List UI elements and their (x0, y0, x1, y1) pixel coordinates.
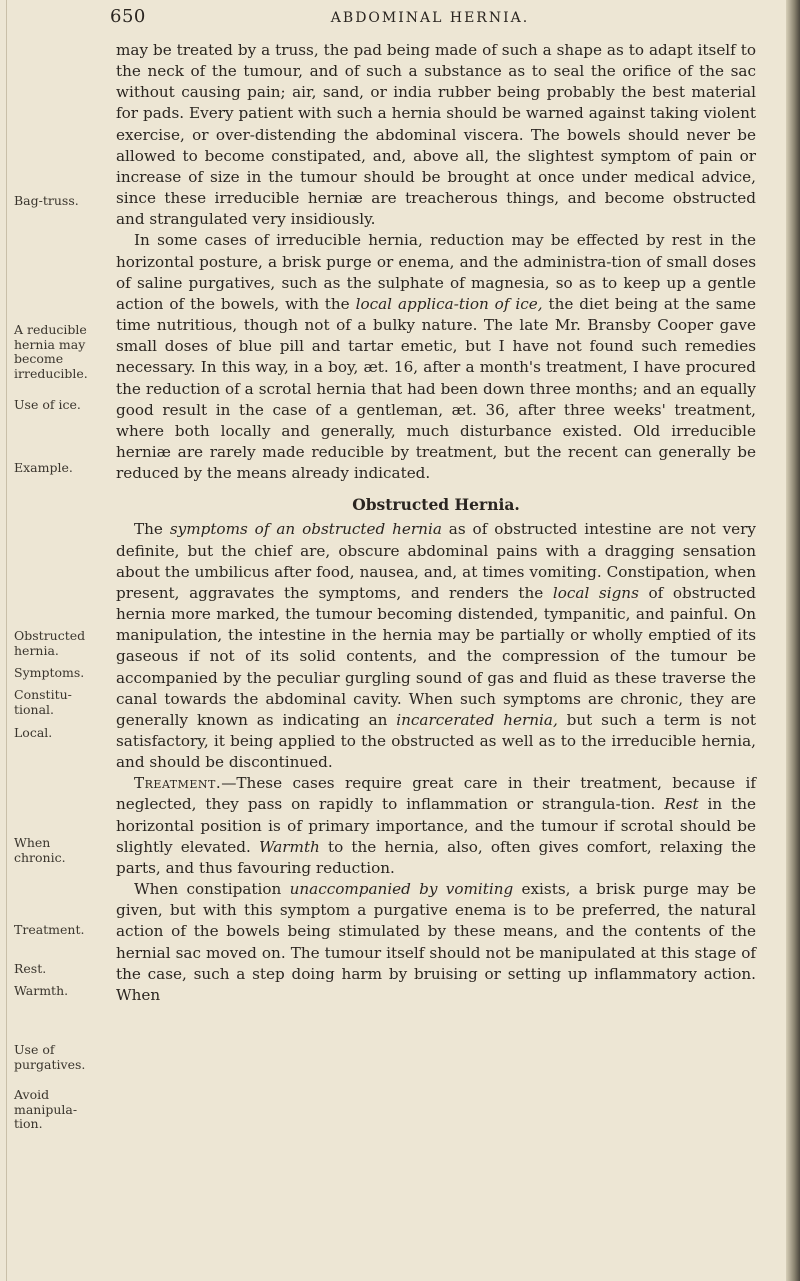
emphasis-text: unaccompanied by vomiting (289, 880, 514, 899)
page-header (110, 6, 750, 32)
margin-note-bag-truss: Bag-truss. (14, 193, 79, 208)
margin-note-obstructed-hernia: Obstructed hernia. (14, 628, 86, 658)
margin-note-reducible-irreducible: A reducible hernia may become irreducible. (14, 322, 88, 381)
paragraph-text: to the hernia, also, often gives comfort, relaxing the parts, and thus favouring reduction. (116, 837, 756, 877)
paragraph-text: as of obstructed intestine are not very definite, but the chief are, obscure abdominal pains with a dragging sensation about the umbilicus after food, nausea, and, at times vomiting. Constipation, when present, aggravates the symptoms, and renders the (116, 520, 756, 602)
paragraph-text: of obstructed hernia more marked, the tumour becoming distended, tympanitic, and painful. On manipulation, the intestine in the hernia may be partially or wholly emptied of its gaseous if not of its solid contents, and the compression of the tumour be accompanied by the peculiar gurgling sound of gas and fluid as these traverse the canal towards the abdominal cavity. When such symptoms are chronic, they are generally known as indicating an (116, 583, 756, 729)
margin-note-use-of-ice: Use of ice. (14, 397, 81, 412)
paragraph-text: the diet being at the same time nutritious, though not of a bulky nature. The late Mr. Bransby Cooper gave small doses of blue pill and tartar emetic, but I have not found such remedies necessary. In this way, in a boy, æt. 16, after a month's treatment, I have procured the reduction of a scrotal hernia that had been down three months; and an equally good result in the case of a gentleman, æt. 36, after three weeks' treatment, where both locally and generally, much disturbance existed. Old irreducible herniæ are rarely made reducible by treatment, but the recent can generally be reduced by the means already indicated. (116, 294, 756, 483)
margin-note-use-of-purgatives: Use of purgatives. (14, 1042, 86, 1072)
emphasis-text: local signs (552, 583, 639, 602)
emphasis-text: incarcerated hernia, (396, 710, 558, 729)
paragraph-irreducible (116, 230, 756, 484)
margin-note-avoid-manipulation: Avoid manipula-tion. (14, 1087, 78, 1131)
section-heading: Obstructed Hernia. (352, 495, 520, 515)
paragraph-text: The (134, 520, 170, 539)
small-caps-heading: Treatment. (134, 774, 222, 793)
margin-note-example: Example. (14, 460, 73, 475)
emphasis-text: Warmth (258, 837, 320, 856)
emphasis-text: Rest (664, 795, 699, 814)
paragraph-text: but such a term is not satisfactory, it being applied to the obstructed as well as to the irreducible hernia, and should be discontinued. (116, 710, 756, 772)
paragraph-constipation (116, 879, 756, 1006)
margin-note-warmth: Warmth. (14, 983, 69, 998)
paragraph-text: In some cases of irreducible hernia, reduction may be effected by rest in the horizontal posture, a brisk purge or enema, and the administra-tion of small doses of saline purgatives, such as the sulphate of magnesia, so as to keep up a gentle action of the bowels, with the (116, 231, 756, 313)
page-gutter-line (6, 0, 7, 1281)
paragraph-text: —These cases require great care in their treatment, because if neglected, they pass on rapidly to inflammation or strangula-tion. (116, 774, 756, 814)
paragraph-text: may be treated by a truss, the pad being made of such a shape as to adapt itself to the neck of the tumour, and of such a substance as to seal the orifice of the sac without causing pain; air, sand, or india rubber being probably the best material for pads. Every patient with such a hernia should be warned against taking violent exercise, or over-distending the abdominal viscera. The bowels should never be allowed to become constipated, and, above all, the slightest symptom of pain or increase of size in the tumour should be brought at once under medical advice, since these irreducible herniæ are treacherous things, and become obstructed and strangulated very insidiously. (116, 41, 756, 229)
emphasis-text: local applica-tion of ice, (355, 294, 543, 313)
margin-note-treatment: Treatment. (14, 922, 85, 937)
emphasis-text: symptoms of an obstructed hernia (169, 520, 442, 539)
margin-note-symptoms: Symptoms. (14, 665, 85, 680)
margin-note-rest: Rest. (14, 961, 47, 976)
paragraph-truss (116, 40, 756, 230)
margin-note-local: Local. (14, 725, 53, 740)
body-text (116, 40, 756, 1006)
page-number: 650 (110, 6, 146, 27)
running-head: ABDOMINAL HERNIA. (330, 10, 530, 26)
paragraph-symptoms (116, 519, 756, 773)
page-edge-shadow (786, 0, 800, 1281)
paragraph-text: When constipation (134, 880, 290, 899)
paragraph-treatment (116, 773, 756, 879)
paragraph-text: exists, a brisk purge may be given, but with this symptom a purgative enema is to be preferred, the natural action of the bowels being stimulated by these means, and the contents of the hernial sac moved on. The tumour itself should not be manipulated at this stage of the case, such a step doing harm by bruising or setting up inflammatory action. When (116, 880, 756, 1004)
margin-note-when-chronic: When chronic. (14, 835, 66, 865)
margin-note-constitutional: Constitu-tional. (14, 687, 72, 717)
paragraph-text: in the horizontal position is of primary importance, and the tumour if scrotal should be slightly elevated. (116, 795, 756, 856)
